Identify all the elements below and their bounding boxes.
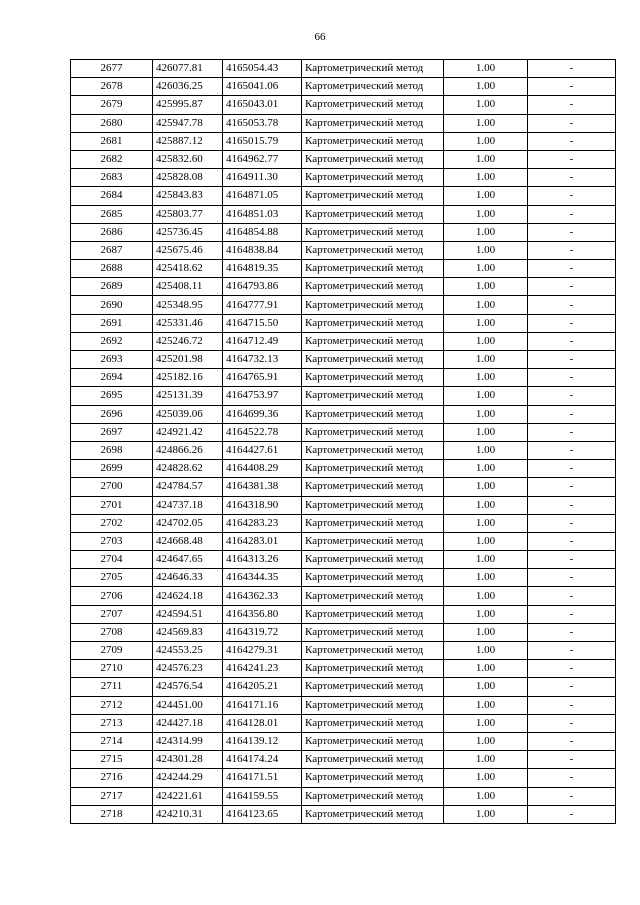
accuracy-cell: 1.00 bbox=[444, 787, 528, 805]
point-number-cell: 2694 bbox=[71, 369, 153, 387]
x-coordinate-cell: 424576.23 bbox=[153, 660, 223, 678]
x-coordinate-cell: 424301.28 bbox=[153, 751, 223, 769]
point-number-cell: 2699 bbox=[71, 460, 153, 478]
x-coordinate-cell: 425947.78 bbox=[153, 114, 223, 132]
x-coordinate-cell: 425828.08 bbox=[153, 169, 223, 187]
table-row bbox=[71, 805, 616, 823]
x-coordinate-cell: 424594.51 bbox=[153, 605, 223, 623]
x-coordinate-cell: 424553.25 bbox=[153, 642, 223, 660]
x-coordinate-cell: 426077.81 bbox=[153, 60, 223, 78]
x-coordinate-cell: 424828.62 bbox=[153, 460, 223, 478]
y-coordinate-cell: 4164283.23 bbox=[223, 514, 302, 532]
method-cell: Картометрический метод bbox=[302, 387, 444, 405]
point-number-cell: 2696 bbox=[71, 405, 153, 423]
method-cell: Картометрический метод bbox=[302, 169, 444, 187]
table-row bbox=[71, 132, 616, 150]
y-coordinate-cell: 4164753.97 bbox=[223, 387, 302, 405]
x-coordinate-cell: 424624.18 bbox=[153, 587, 223, 605]
method-cell: Картометрический метод bbox=[302, 332, 444, 350]
x-coordinate-cell: 424427.18 bbox=[153, 714, 223, 732]
table-row bbox=[71, 314, 616, 332]
method-cell: Картометрический метод bbox=[302, 405, 444, 423]
method-cell: Картометрический метод bbox=[302, 714, 444, 732]
x-coordinate-cell: 424921.42 bbox=[153, 423, 223, 441]
note-cell: - bbox=[528, 278, 616, 296]
accuracy-cell: 1.00 bbox=[444, 314, 528, 332]
y-coordinate-cell: 4164819.35 bbox=[223, 260, 302, 278]
method-cell: Картометрический метод bbox=[302, 205, 444, 223]
table-row bbox=[71, 460, 616, 478]
x-coordinate-cell: 425182.16 bbox=[153, 369, 223, 387]
x-coordinate-cell: 424866.26 bbox=[153, 441, 223, 459]
accuracy-cell: 1.00 bbox=[444, 223, 528, 241]
method-cell: Картометрический метод bbox=[302, 787, 444, 805]
table-row bbox=[71, 278, 616, 296]
y-coordinate-cell: 4164318.90 bbox=[223, 496, 302, 514]
table-row bbox=[71, 60, 616, 78]
y-coordinate-cell: 4164522.78 bbox=[223, 423, 302, 441]
x-coordinate-cell: 425843.83 bbox=[153, 187, 223, 205]
point-number-cell: 2707 bbox=[71, 605, 153, 623]
note-cell: - bbox=[528, 514, 616, 532]
y-coordinate-cell: 4164765.91 bbox=[223, 369, 302, 387]
x-coordinate-cell: 425995.87 bbox=[153, 96, 223, 114]
x-coordinate-cell: 424576.54 bbox=[153, 678, 223, 696]
table-row bbox=[71, 351, 616, 369]
point-number-cell: 2677 bbox=[71, 60, 153, 78]
point-number-cell: 2710 bbox=[71, 660, 153, 678]
table-row bbox=[71, 787, 616, 805]
x-coordinate-cell: 424646.33 bbox=[153, 569, 223, 587]
table-row bbox=[71, 587, 616, 605]
x-coordinate-cell: 425803.77 bbox=[153, 205, 223, 223]
table-row bbox=[71, 332, 616, 350]
method-cell: Картометрический метод bbox=[302, 805, 444, 823]
y-coordinate-cell: 4164128.01 bbox=[223, 714, 302, 732]
point-number-cell: 2716 bbox=[71, 769, 153, 787]
point-number-cell: 2684 bbox=[71, 187, 153, 205]
method-cell: Картометрический метод bbox=[302, 296, 444, 314]
accuracy-cell: 1.00 bbox=[444, 623, 528, 641]
note-cell: - bbox=[528, 496, 616, 514]
table-row bbox=[71, 96, 616, 114]
y-coordinate-cell: 4164205.21 bbox=[223, 678, 302, 696]
y-coordinate-cell: 4164381.38 bbox=[223, 478, 302, 496]
accuracy-cell: 1.00 bbox=[444, 150, 528, 168]
method-cell: Картометрический метод bbox=[302, 78, 444, 96]
table-row bbox=[71, 623, 616, 641]
accuracy-cell: 1.00 bbox=[444, 441, 528, 459]
accuracy-cell: 1.00 bbox=[444, 96, 528, 114]
x-coordinate-cell: 425331.46 bbox=[153, 314, 223, 332]
y-coordinate-cell: 4164732.13 bbox=[223, 351, 302, 369]
table-row bbox=[71, 187, 616, 205]
point-number-cell: 2717 bbox=[71, 787, 153, 805]
table-row bbox=[71, 405, 616, 423]
note-cell: - bbox=[528, 660, 616, 678]
point-number-cell: 2705 bbox=[71, 569, 153, 587]
table-row bbox=[71, 732, 616, 750]
note-cell: - bbox=[528, 751, 616, 769]
page-number: 66 bbox=[314, 31, 326, 43]
method-cell: Картометрический метод bbox=[302, 351, 444, 369]
point-number-cell: 2688 bbox=[71, 260, 153, 278]
accuracy-cell: 1.00 bbox=[444, 369, 528, 387]
x-coordinate-cell: 425736.45 bbox=[153, 223, 223, 241]
point-number-cell: 2690 bbox=[71, 296, 153, 314]
x-coordinate-cell: 424784.57 bbox=[153, 478, 223, 496]
y-coordinate-cell: 4165054.43 bbox=[223, 60, 302, 78]
x-coordinate-cell: 424210.31 bbox=[153, 805, 223, 823]
note-cell: - bbox=[528, 478, 616, 496]
table-row bbox=[71, 496, 616, 514]
method-cell: Картометрический метод bbox=[302, 605, 444, 623]
point-number-cell: 2692 bbox=[71, 332, 153, 350]
point-number-cell: 2698 bbox=[71, 441, 153, 459]
table-row bbox=[71, 605, 616, 623]
y-coordinate-cell: 4164699.36 bbox=[223, 405, 302, 423]
method-cell: Картометрический метод bbox=[302, 96, 444, 114]
note-cell: - bbox=[528, 314, 616, 332]
x-coordinate-cell: 424451.00 bbox=[153, 696, 223, 714]
accuracy-cell: 1.00 bbox=[444, 278, 528, 296]
accuracy-cell: 1.00 bbox=[444, 805, 528, 823]
x-coordinate-cell: 425201.98 bbox=[153, 351, 223, 369]
method-cell: Картометрический метод bbox=[302, 478, 444, 496]
point-number-cell: 2687 bbox=[71, 241, 153, 259]
note-cell: - bbox=[528, 150, 616, 168]
accuracy-cell: 1.00 bbox=[444, 423, 528, 441]
accuracy-cell: 1.00 bbox=[444, 478, 528, 496]
method-cell: Картометрический метод bbox=[302, 132, 444, 150]
note-cell: - bbox=[528, 787, 616, 805]
accuracy-cell: 1.00 bbox=[444, 114, 528, 132]
point-number-cell: 2701 bbox=[71, 496, 153, 514]
method-cell: Картометрический метод bbox=[302, 60, 444, 78]
accuracy-cell: 1.00 bbox=[444, 714, 528, 732]
method-cell: Картометрический метод bbox=[302, 587, 444, 605]
point-number-cell: 2704 bbox=[71, 551, 153, 569]
y-coordinate-cell: 4164159.55 bbox=[223, 787, 302, 805]
point-number-cell: 2682 bbox=[71, 150, 153, 168]
method-cell: Картометрический метод bbox=[302, 496, 444, 514]
accuracy-cell: 1.00 bbox=[444, 351, 528, 369]
x-coordinate-cell: 424737.18 bbox=[153, 496, 223, 514]
table-row bbox=[71, 532, 616, 550]
point-number-cell: 2718 bbox=[71, 805, 153, 823]
accuracy-cell: 1.00 bbox=[444, 660, 528, 678]
note-cell: - bbox=[528, 241, 616, 259]
coordinates-table bbox=[70, 59, 616, 824]
method-cell: Картометрический метод bbox=[302, 660, 444, 678]
note-cell: - bbox=[528, 623, 616, 641]
y-coordinate-cell: 4165041.06 bbox=[223, 78, 302, 96]
x-coordinate-cell: 425887.12 bbox=[153, 132, 223, 150]
point-number-cell: 2685 bbox=[71, 205, 153, 223]
method-cell: Картометрический метод bbox=[302, 441, 444, 459]
note-cell: - bbox=[528, 169, 616, 187]
accuracy-cell: 1.00 bbox=[444, 496, 528, 514]
x-coordinate-cell: 424569.83 bbox=[153, 623, 223, 641]
accuracy-cell: 1.00 bbox=[444, 241, 528, 259]
accuracy-cell: 1.00 bbox=[444, 132, 528, 150]
x-coordinate-cell: 424221.61 bbox=[153, 787, 223, 805]
accuracy-cell: 1.00 bbox=[444, 387, 528, 405]
accuracy-cell: 1.00 bbox=[444, 405, 528, 423]
point-number-cell: 2697 bbox=[71, 423, 153, 441]
y-coordinate-cell: 4164408.29 bbox=[223, 460, 302, 478]
x-coordinate-cell: 425131.39 bbox=[153, 387, 223, 405]
method-cell: Картометрический метод bbox=[302, 278, 444, 296]
note-cell: - bbox=[528, 642, 616, 660]
point-number-cell: 2709 bbox=[71, 642, 153, 660]
point-number-cell: 2678 bbox=[71, 78, 153, 96]
x-coordinate-cell: 424668.48 bbox=[153, 532, 223, 550]
note-cell: - bbox=[528, 587, 616, 605]
accuracy-cell: 1.00 bbox=[444, 678, 528, 696]
method-cell: Картометрический метод bbox=[302, 514, 444, 532]
y-coordinate-cell: 4164962.77 bbox=[223, 150, 302, 168]
accuracy-cell: 1.00 bbox=[444, 296, 528, 314]
method-cell: Картометрический метод bbox=[302, 551, 444, 569]
method-cell: Картометрический метод bbox=[302, 369, 444, 387]
accuracy-cell: 1.00 bbox=[444, 332, 528, 350]
table-row bbox=[71, 296, 616, 314]
point-number-cell: 2706 bbox=[71, 587, 153, 605]
table-row bbox=[71, 241, 616, 259]
y-coordinate-cell: 4164313.26 bbox=[223, 551, 302, 569]
method-cell: Картометрический метод bbox=[302, 642, 444, 660]
table-row bbox=[71, 696, 616, 714]
accuracy-cell: 1.00 bbox=[444, 260, 528, 278]
note-cell: - bbox=[528, 769, 616, 787]
point-number-cell: 2703 bbox=[71, 532, 153, 550]
note-cell: - bbox=[528, 696, 616, 714]
y-coordinate-cell: 4165015.79 bbox=[223, 132, 302, 150]
note-cell: - bbox=[528, 805, 616, 823]
y-coordinate-cell: 4164871.05 bbox=[223, 187, 302, 205]
y-coordinate-cell: 4164171.16 bbox=[223, 696, 302, 714]
method-cell: Картометрический метод bbox=[302, 696, 444, 714]
note-cell: - bbox=[528, 296, 616, 314]
note-cell: - bbox=[528, 132, 616, 150]
table-row bbox=[71, 551, 616, 569]
x-coordinate-cell: 424314.99 bbox=[153, 732, 223, 750]
accuracy-cell: 1.00 bbox=[444, 569, 528, 587]
y-coordinate-cell: 4164715.50 bbox=[223, 314, 302, 332]
note-cell: - bbox=[528, 569, 616, 587]
y-coordinate-cell: 4164279.31 bbox=[223, 642, 302, 660]
method-cell: Картометрический метод bbox=[302, 187, 444, 205]
note-cell: - bbox=[528, 605, 616, 623]
point-number-cell: 2713 bbox=[71, 714, 153, 732]
point-number-cell: 2708 bbox=[71, 623, 153, 641]
table-row bbox=[71, 387, 616, 405]
accuracy-cell: 1.00 bbox=[444, 751, 528, 769]
x-coordinate-cell: 424647.65 bbox=[153, 551, 223, 569]
method-cell: Картометрический метод bbox=[302, 260, 444, 278]
y-coordinate-cell: 4164241.23 bbox=[223, 660, 302, 678]
note-cell: - bbox=[528, 96, 616, 114]
x-coordinate-cell: 425408.11 bbox=[153, 278, 223, 296]
note-cell: - bbox=[528, 369, 616, 387]
note-cell: - bbox=[528, 551, 616, 569]
accuracy-cell: 1.00 bbox=[444, 551, 528, 569]
note-cell: - bbox=[528, 78, 616, 96]
table-row bbox=[71, 169, 616, 187]
method-cell: Картометрический метод bbox=[302, 423, 444, 441]
accuracy-cell: 1.00 bbox=[444, 532, 528, 550]
method-cell: Картометрический метод bbox=[302, 223, 444, 241]
y-coordinate-cell: 4164171.51 bbox=[223, 769, 302, 787]
point-number-cell: 2681 bbox=[71, 132, 153, 150]
x-coordinate-cell: 424244.29 bbox=[153, 769, 223, 787]
table-row bbox=[71, 569, 616, 587]
point-number-cell: 2711 bbox=[71, 678, 153, 696]
accuracy-cell: 1.00 bbox=[444, 460, 528, 478]
y-coordinate-cell: 4164838.84 bbox=[223, 241, 302, 259]
y-coordinate-cell: 4164712.49 bbox=[223, 332, 302, 350]
accuracy-cell: 1.00 bbox=[444, 60, 528, 78]
y-coordinate-cell: 4164777.91 bbox=[223, 296, 302, 314]
x-coordinate-cell: 425675.46 bbox=[153, 241, 223, 259]
y-coordinate-cell: 4164427.61 bbox=[223, 441, 302, 459]
note-cell: - bbox=[528, 532, 616, 550]
method-cell: Картометрический метод bbox=[302, 114, 444, 132]
note-cell: - bbox=[528, 460, 616, 478]
note-cell: - bbox=[528, 441, 616, 459]
x-coordinate-cell: 425832.60 bbox=[153, 150, 223, 168]
method-cell: Картометрический метод bbox=[302, 569, 444, 587]
x-coordinate-cell: 425348.95 bbox=[153, 296, 223, 314]
note-cell: - bbox=[528, 423, 616, 441]
point-number-cell: 2689 bbox=[71, 278, 153, 296]
x-coordinate-cell: 425246.72 bbox=[153, 332, 223, 350]
table-row bbox=[71, 369, 616, 387]
method-cell: Картометрический метод bbox=[302, 241, 444, 259]
note-cell: - bbox=[528, 732, 616, 750]
point-number-cell: 2691 bbox=[71, 314, 153, 332]
point-number-cell: 2715 bbox=[71, 751, 153, 769]
y-coordinate-cell: 4164319.72 bbox=[223, 623, 302, 641]
table-row bbox=[71, 78, 616, 96]
note-cell: - bbox=[528, 187, 616, 205]
y-coordinate-cell: 4164356.80 bbox=[223, 605, 302, 623]
table-row bbox=[71, 205, 616, 223]
y-coordinate-cell: 4164283.01 bbox=[223, 532, 302, 550]
point-number-cell: 2680 bbox=[71, 114, 153, 132]
point-number-cell: 2693 bbox=[71, 351, 153, 369]
y-coordinate-cell: 4164139.12 bbox=[223, 732, 302, 750]
accuracy-cell: 1.00 bbox=[444, 642, 528, 660]
accuracy-cell: 1.00 bbox=[444, 605, 528, 623]
note-cell: - bbox=[528, 332, 616, 350]
point-number-cell: 2702 bbox=[71, 514, 153, 532]
y-coordinate-cell: 4164174.24 bbox=[223, 751, 302, 769]
note-cell: - bbox=[528, 223, 616, 241]
note-cell: - bbox=[528, 60, 616, 78]
y-coordinate-cell: 4164344.35 bbox=[223, 569, 302, 587]
method-cell: Картометрический метод bbox=[302, 623, 444, 641]
y-coordinate-cell: 4165053.78 bbox=[223, 114, 302, 132]
method-cell: Картометрический метод bbox=[302, 751, 444, 769]
accuracy-cell: 1.00 bbox=[444, 587, 528, 605]
table-row bbox=[71, 150, 616, 168]
y-coordinate-cell: 4164362.33 bbox=[223, 587, 302, 605]
x-coordinate-cell: 425418.62 bbox=[153, 260, 223, 278]
note-cell: - bbox=[528, 114, 616, 132]
y-coordinate-cell: 4164123.65 bbox=[223, 805, 302, 823]
method-cell: Картометрический метод bbox=[302, 769, 444, 787]
accuracy-cell: 1.00 bbox=[444, 205, 528, 223]
note-cell: - bbox=[528, 387, 616, 405]
table-row bbox=[71, 660, 616, 678]
x-coordinate-cell: 424702.05 bbox=[153, 514, 223, 532]
method-cell: Картометрический метод bbox=[302, 532, 444, 550]
table-row bbox=[71, 751, 616, 769]
accuracy-cell: 1.00 bbox=[444, 514, 528, 532]
table-row bbox=[71, 114, 616, 132]
x-coordinate-cell: 425039.06 bbox=[153, 405, 223, 423]
method-cell: Картометрический метод bbox=[302, 150, 444, 168]
point-number-cell: 2695 bbox=[71, 387, 153, 405]
method-cell: Картометрический метод bbox=[302, 678, 444, 696]
note-cell: - bbox=[528, 260, 616, 278]
x-coordinate-cell: 426036.25 bbox=[153, 78, 223, 96]
table-row bbox=[71, 769, 616, 787]
accuracy-cell: 1.00 bbox=[444, 78, 528, 96]
accuracy-cell: 1.00 bbox=[444, 769, 528, 787]
note-cell: - bbox=[528, 405, 616, 423]
method-cell: Картометрический метод bbox=[302, 460, 444, 478]
accuracy-cell: 1.00 bbox=[444, 696, 528, 714]
table-row bbox=[71, 223, 616, 241]
point-number-cell: 2712 bbox=[71, 696, 153, 714]
table-row bbox=[71, 514, 616, 532]
point-number-cell: 2700 bbox=[71, 478, 153, 496]
table-row bbox=[71, 478, 616, 496]
accuracy-cell: 1.00 bbox=[444, 732, 528, 750]
y-coordinate-cell: 4165043.01 bbox=[223, 96, 302, 114]
y-coordinate-cell: 4164911.30 bbox=[223, 169, 302, 187]
method-cell: Картометрический метод bbox=[302, 314, 444, 332]
point-number-cell: 2714 bbox=[71, 732, 153, 750]
table-row bbox=[71, 260, 616, 278]
table-row bbox=[71, 441, 616, 459]
y-coordinate-cell: 4164793.86 bbox=[223, 278, 302, 296]
note-cell: - bbox=[528, 205, 616, 223]
method-cell: Картометрический метод bbox=[302, 732, 444, 750]
table-row bbox=[71, 642, 616, 660]
point-number-cell: 2686 bbox=[71, 223, 153, 241]
y-coordinate-cell: 4164851.03 bbox=[223, 205, 302, 223]
y-coordinate-cell: 4164854.88 bbox=[223, 223, 302, 241]
table-row bbox=[71, 678, 616, 696]
accuracy-cell: 1.00 bbox=[444, 187, 528, 205]
note-cell: - bbox=[528, 714, 616, 732]
point-number-cell: 2683 bbox=[71, 169, 153, 187]
table-row bbox=[71, 714, 616, 732]
note-cell: - bbox=[528, 351, 616, 369]
point-number-cell: 2679 bbox=[71, 96, 153, 114]
accuracy-cell: 1.00 bbox=[444, 169, 528, 187]
note-cell: - bbox=[528, 678, 616, 696]
table-row bbox=[71, 423, 616, 441]
